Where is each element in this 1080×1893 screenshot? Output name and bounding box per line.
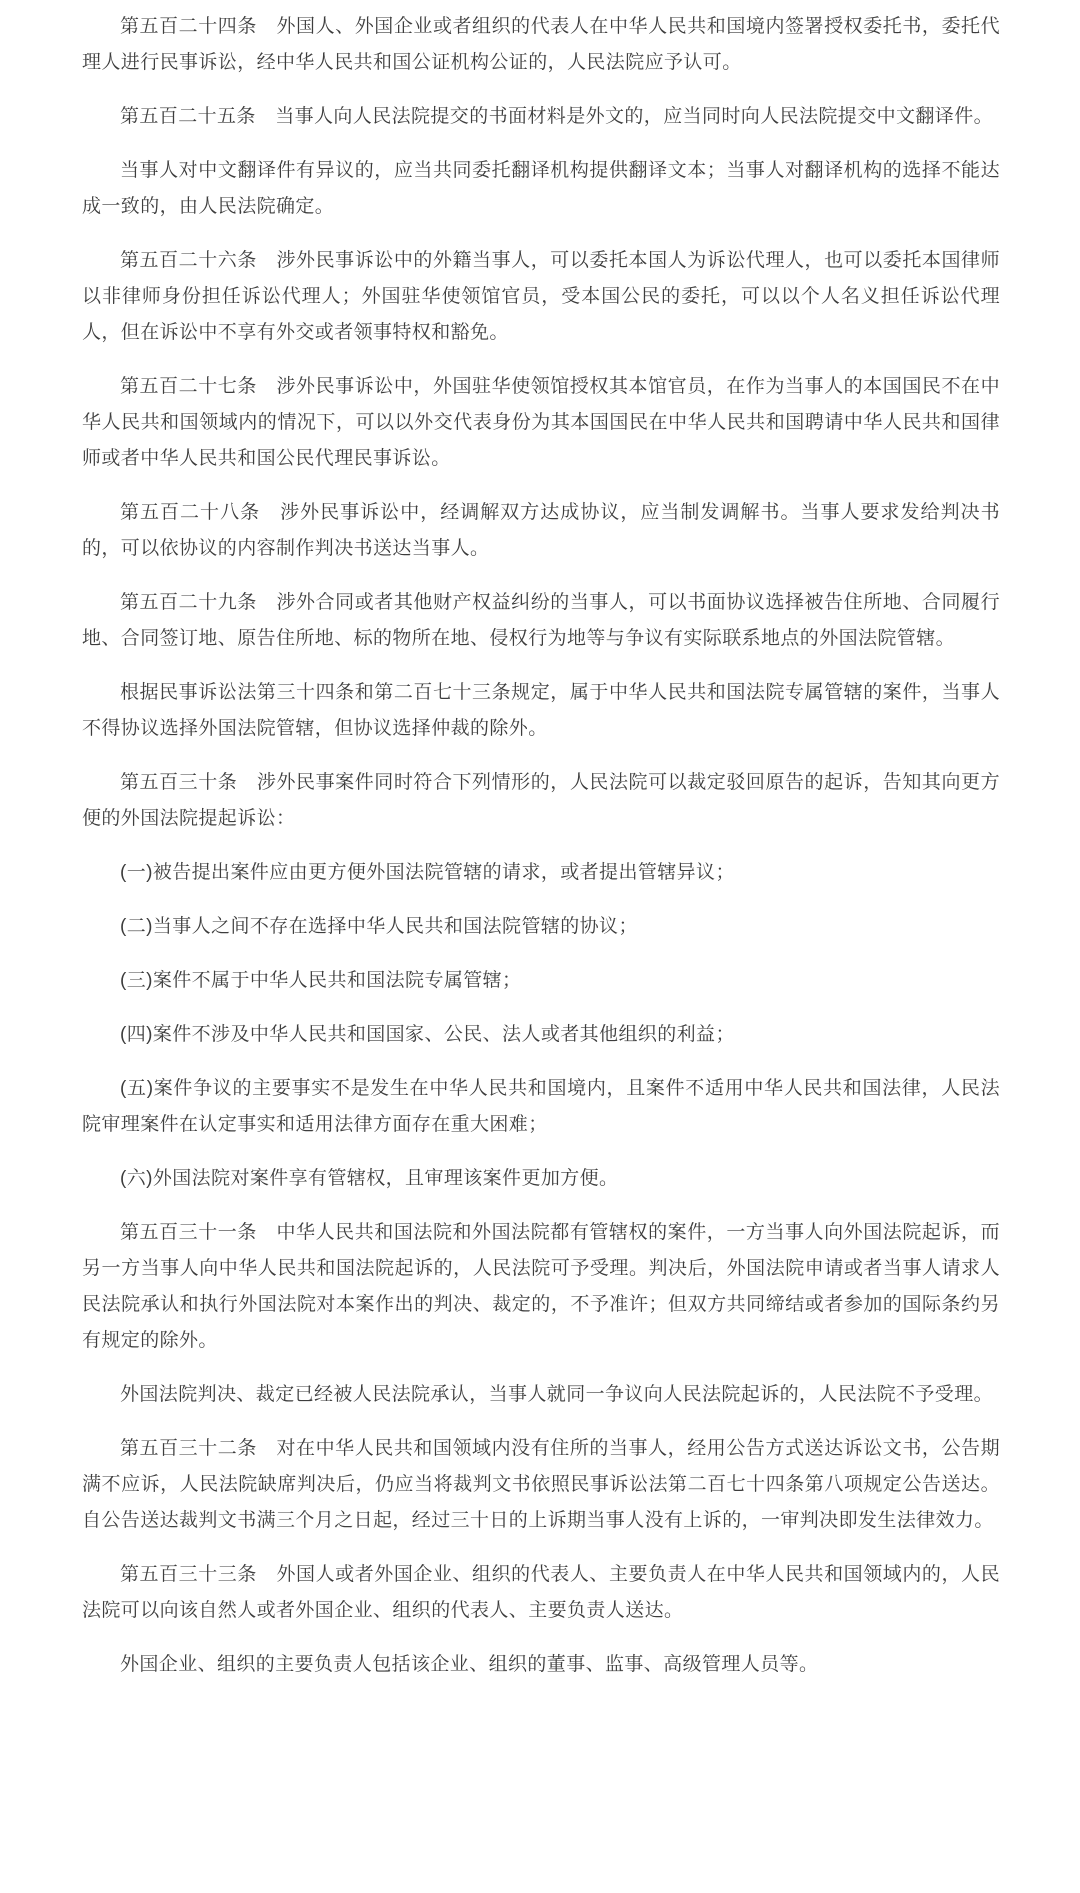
legal-paragraph-article-526: 第五百二十六条 涉外民事诉讼中的外籍当事人，可以委托本国人为诉讼代理人，也可以委托本国律师以非律师身份担任诉讼代理人；外国驻华使领馆官员，受本国公民的委托，可以以个人名义担任诉讼代理人，但在诉讼中不享有外交或者领事特权和豁免。 bbox=[82, 250, 1000, 343]
legal-paragraph-item-1: (一)被告提出案件应由更方便外国法院管辖的请求，或者提出管辖异议； bbox=[120, 862, 735, 883]
legal-paragraph-article-529-cont: 根据民事诉讼法第三十四条和第二百七十三条规定，属于中华人民共和国法院专属管辖的案件，当事人不得协议选择外国法院管辖，但协议选择仲裁的除外。 bbox=[82, 682, 1000, 739]
legal-paragraph-article-527: 第五百二十七条 涉外民事诉讼中，外国驻华使领馆授权其本馆官员，在作为当事人的本国国民不在中华人民共和国领域内的情况下，可以以外交代表身份为其本国国民在中华人民共和国聘请中华人民共和国律师或者中华人民共和国公民代理民事诉讼。 bbox=[82, 376, 1000, 469]
legal-paragraph-article-533-cont: 外国企业、组织的主要负责人包括该企业、组织的董事、监事、高级管理人员等。 bbox=[120, 1654, 819, 1675]
legal-paragraph-article-525: 第五百二十五条 当事人向人民法院提交的书面材料是外文的，应当同时向人民法院提交中文翻译件。 bbox=[120, 106, 994, 127]
legal-paragraph-article-533: 第五百三十三条 外国人或者外国企业、组织的代表人、主要负责人在中华人民共和国领域内的，人民法院可以向该自然人或者外国企业、组织的代表人、主要负责人送达。 bbox=[82, 1564, 1000, 1621]
legal-paragraph-article-531: 第五百三十一条 中华人民共和国法院和外国法院都有管辖权的案件，一方当事人向外国法院起诉，而另一方当事人向中华人民共和国法院起诉的，人民法院可予受理。判决后，外国法院申请或者当事人请求人民法院承认和执行外国法院对本案作出的判决、裁定的，不予准许；但双方共同缔结或者参加的国际条约另有规定的除外。 bbox=[82, 1222, 1000, 1351]
legal-paragraph-article-531-cont: 外国法院判决、裁定已经被人民法院承认，当事人就同一争议向人民法院起诉的，人民法院不予受理。 bbox=[120, 1384, 994, 1405]
legal-paragraph-article-528: 第五百二十八条 涉外民事诉讼中，经调解双方达成协议，应当制发调解书。当事人要求发给判决书的，可以依协议的内容制作判决书送达当事人。 bbox=[82, 502, 1000, 559]
legal-paragraph-item-6: (六)外国法院对案件享有管辖权，且审理该案件更加方便。 bbox=[120, 1168, 619, 1189]
legal-paragraph-article-524: 第五百二十四条 外国人、外国企业或者组织的代表人在中华人民共和国境内签署授权委托书，委托代理人进行民事诉讼，经中华人民共和国公证机构公证的，人民法院应予认可。 bbox=[82, 16, 1000, 73]
legal-paragraph-item-2: (二)当事人之间不存在选择中华人民共和国法院管辖的协议； bbox=[120, 916, 638, 937]
legal-paragraph-article-529: 第五百二十九条 涉外合同或者其他财产权益纠纷的当事人，可以书面协议选择被告住所地、合同履行地、合同签订地、原告住所地、标的物所在地、侵权行为地等与争议有实际联系地点的外国法院管辖。 bbox=[82, 592, 1000, 649]
legal-paragraph-article-525-cont: 当事人对中文翻译件有异议的，应当共同委托翻译机构提供翻译文本；当事人对翻译机构的选择不能达成一致的，由人民法院确定。 bbox=[82, 160, 1000, 217]
legal-paragraph-article-530: 第五百三十条 涉外民事案件同时符合下列情形的，人民法院可以裁定驳回原告的起诉，告知其向更方便的外国法院提起诉讼： bbox=[82, 772, 1000, 829]
legal-paragraph-article-532: 第五百三十二条 对在中华人民共和国领域内没有住所的当事人，经用公告方式送达诉讼文书，公告期满不应诉，人民法院缺席判决后，仍应当将裁判文书依照民事诉讼法第二百七十四条第八项规定公告送达。自公告送达裁判文书满三个月之日起，经过三十日的上诉期当事人没有上诉的，一审判决即发生法律效力。 bbox=[82, 1438, 1000, 1531]
legal-paragraph-item-5: (五)案件争议的主要事实不是发生在中华人民共和国境内，且案件不适用中华人民共和国法律，人民法院审理案件在认定事实和适用法律方面存在重大困难； bbox=[82, 1078, 1000, 1135]
legal-paragraph-item-3: (三)案件不属于中华人民共和国法院专属管辖； bbox=[120, 970, 522, 991]
legal-paragraph-item-4: (四)案件不涉及中华人民共和国国家、公民、法人或者其他组织的利益； bbox=[120, 1024, 735, 1045]
